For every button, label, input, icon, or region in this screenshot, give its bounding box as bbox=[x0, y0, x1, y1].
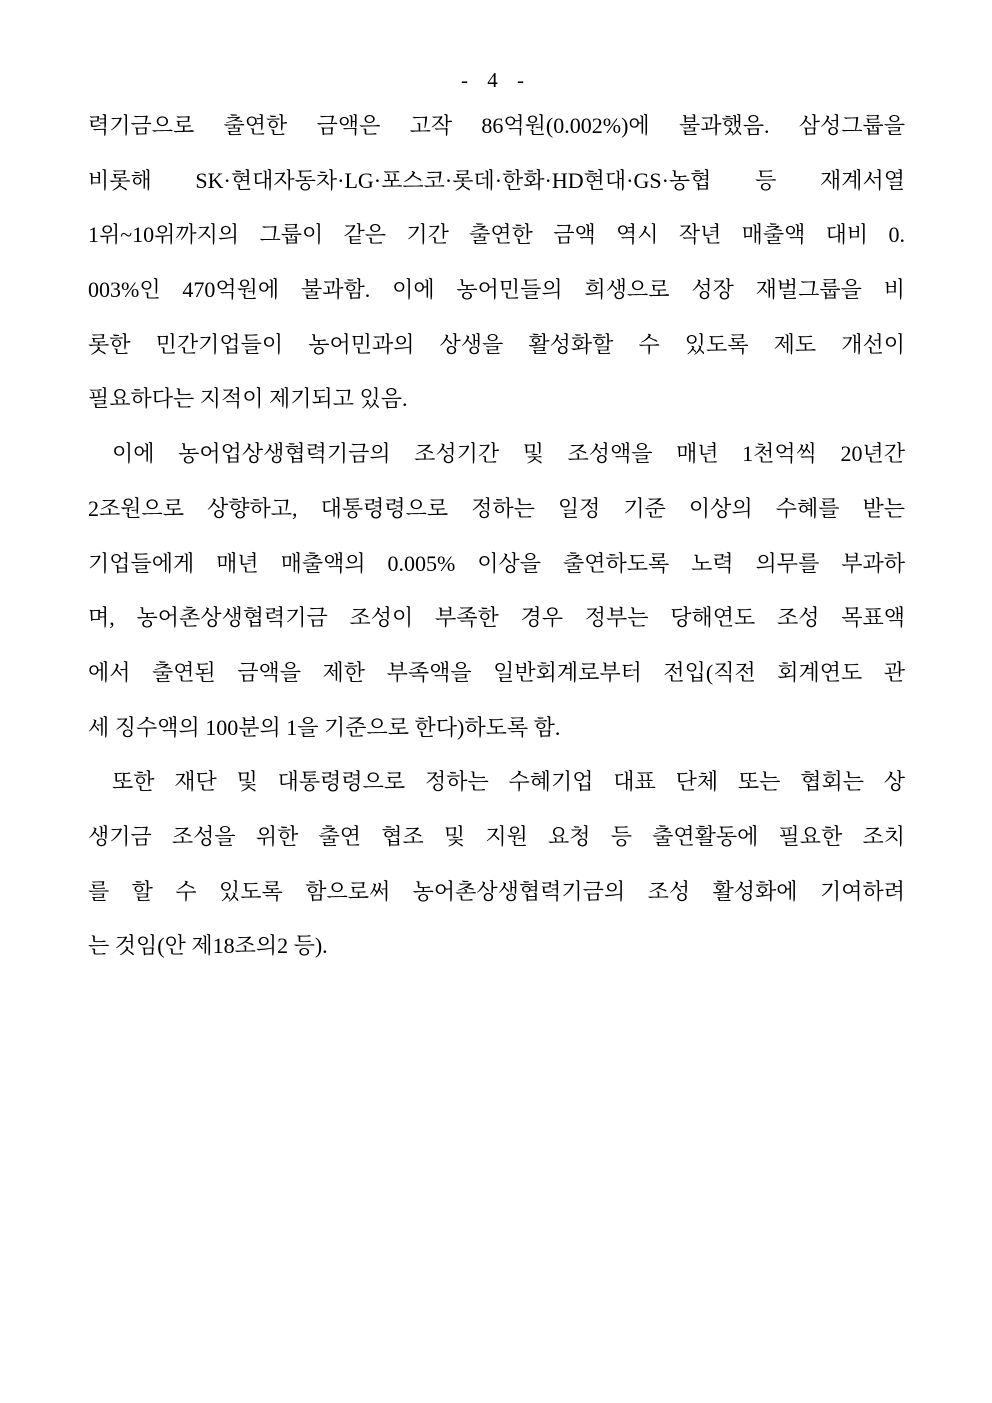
text-line: 롯한 민간기업들이 농어민과의 상생을 활성화할 수 있도록 제도 개선이 bbox=[88, 331, 905, 357]
page-number: - 4 - bbox=[461, 68, 531, 92]
text-line: 력기금으로 출연한 금액은 고작 86억원(0.002%)에 불과했음. 삼성그룹을 bbox=[88, 113, 905, 138]
text-line: 를 할 수 있도록 함으로써 농어촌상생협력기금의 조성 활성화에 기여하려 bbox=[88, 878, 905, 904]
text-line: 1위~10위까지의 그룹이 같은 기간 출연한 금액 역시 작년 매출액 대비 0. bbox=[88, 222, 905, 248]
text-line: 며, 농어촌상생협력기금 조성이 부족한 경우 정부는 당해연도 조성 목표액 bbox=[88, 605, 905, 631]
text-line: 생기금 조성을 위한 출연 협조 및 지원 요청 등 출연활동에 필요한 조치 bbox=[88, 823, 905, 849]
text-line: 003%인 470억원에 불과함. 이에 농어민들의 희생으로 성장 재벌그룹을 비 bbox=[88, 277, 905, 303]
text-line: 필요하다는 지적이 제기되고 있음. bbox=[88, 386, 408, 412]
text-line: 는 것임(안 제18조의2 등). bbox=[88, 933, 328, 959]
text-line: 이에 농어업상생협력기금의 조성기간 및 조성액을 매년 1천억씩 20년간 bbox=[112, 441, 905, 467]
text-line: 또한 재단 및 대통령령으로 정하는 수혜기업 대표 단체 또는 협회는 상 bbox=[112, 769, 905, 795]
text-line: 2조원으로 상향하고, 대통령령으로 정하는 일정 기준 이상의 수혜를 받는 bbox=[88, 495, 905, 521]
text-line: 세 징수액의 100분의 1을 기준으로 한다)하도록 함. bbox=[88, 714, 561, 740]
document-body bbox=[88, 99, 905, 974]
text-line: 에서 출연된 금액을 제한 부족액을 일반회계로부터 전입(직전 회계연도 관 bbox=[88, 659, 905, 685]
text-line: 기업들에게 매년 매출액의 0.005% 이상을 출연하도록 노력 의무를 부과하 bbox=[88, 550, 905, 576]
text-line: 비롯해 SK·현대자동차·LG·포스코·롯데·한화·HD현대·GS·농협 등 재계서열 bbox=[88, 167, 905, 193]
